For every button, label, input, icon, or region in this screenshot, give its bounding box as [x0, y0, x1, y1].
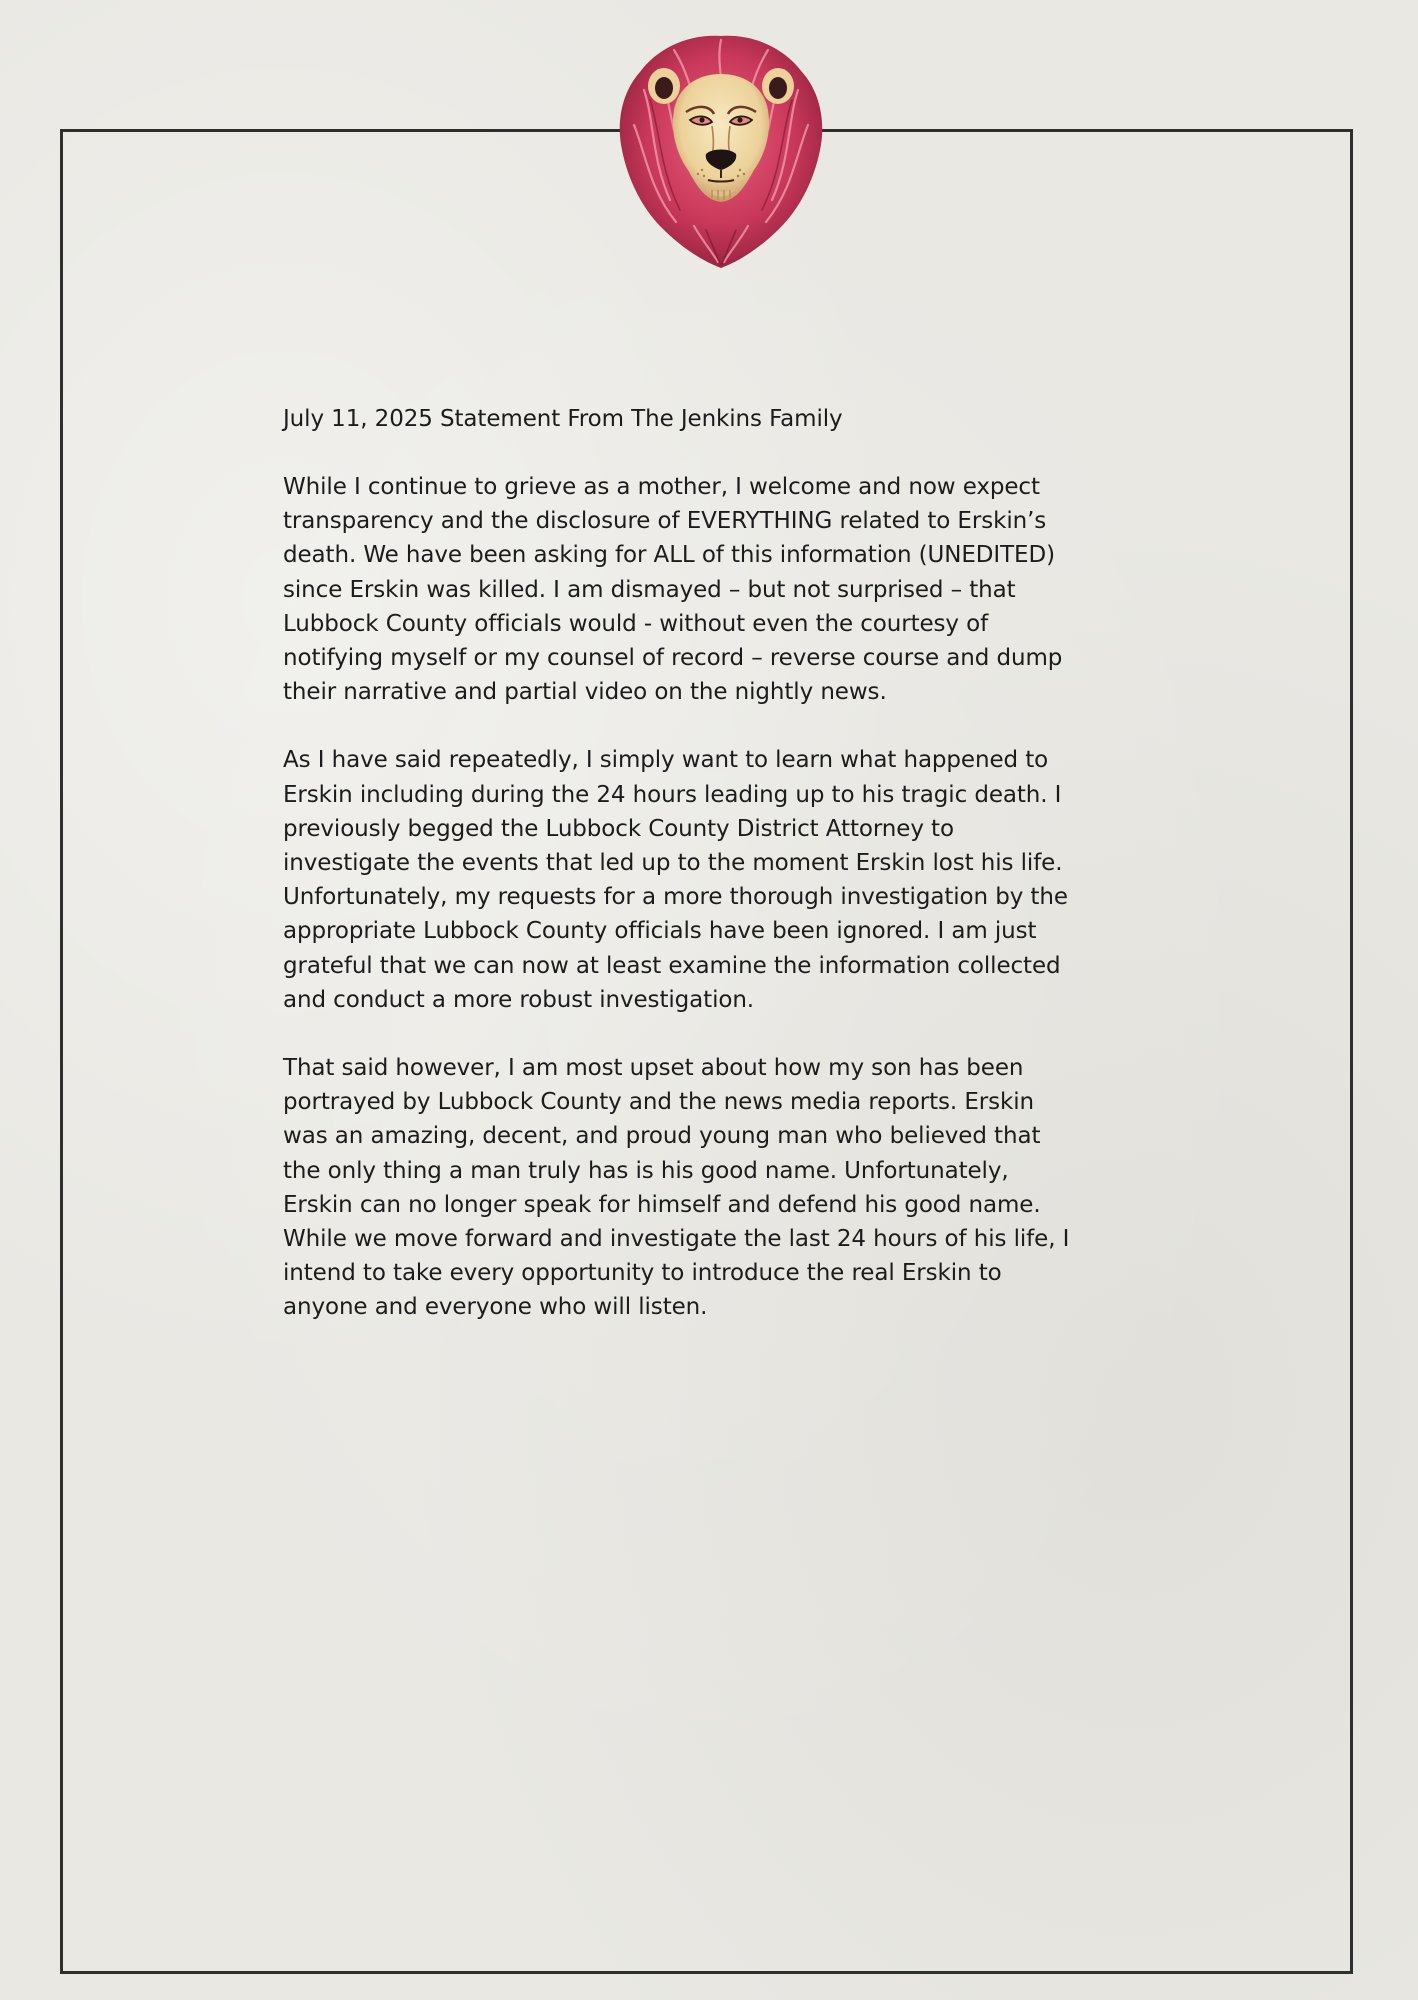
statement-paragraph-3: That said however, I am most upset about how my son has been portrayed by Lubbock County and the news media reports. Erskin was an amazing, decent, and proud young man who believed that the only thing a man truly has is his good name. Unfortunately, Erskin can no longer speak for himself and defend his good name. While we move forward and investigate the last 24 hours of his life, I intend to take every opportunity to introduce the real Erskin to anyone and everyone who will listen.	[283, 1055, 1070, 1321]
statement-paragraph-1: While I continue to grieve as a mother, I welcome and now expect transparency and the disclosure of EVERYTHING related to Erskin’s death. We have been asking for ALL of this information (UNEDITED) since Erskin was killed. I am dismayed – but not surprised – that Lubbock County officials would - without even the courtesy of notifying myself or my counsel of record – reverse course and dump their narrative and partial video on the nightly news.	[283, 474, 1063, 706]
statement-title: July 11, 2025 Statement From The Jenkins Family	[283, 406, 843, 432]
lion-head-icon	[614, 30, 828, 270]
statement-body	[283, 402, 1143, 1325]
lion-crest	[614, 30, 828, 270]
statement-paragraph-2: As I have said repeatedly, I simply want to learn what happened to Erskin including during the 24 hours leading up to his tragic death. I previously begged the Lubbock County District Attorney to investigate the events that led up to the moment Erskin lost his life. Unfortunately, my requests for a more thorough investigation by the appropriate Lubbock County officials have been ignored. I am just grateful that we can now at least examine the information collected and conduct a more robust investigation.	[283, 747, 1068, 1013]
